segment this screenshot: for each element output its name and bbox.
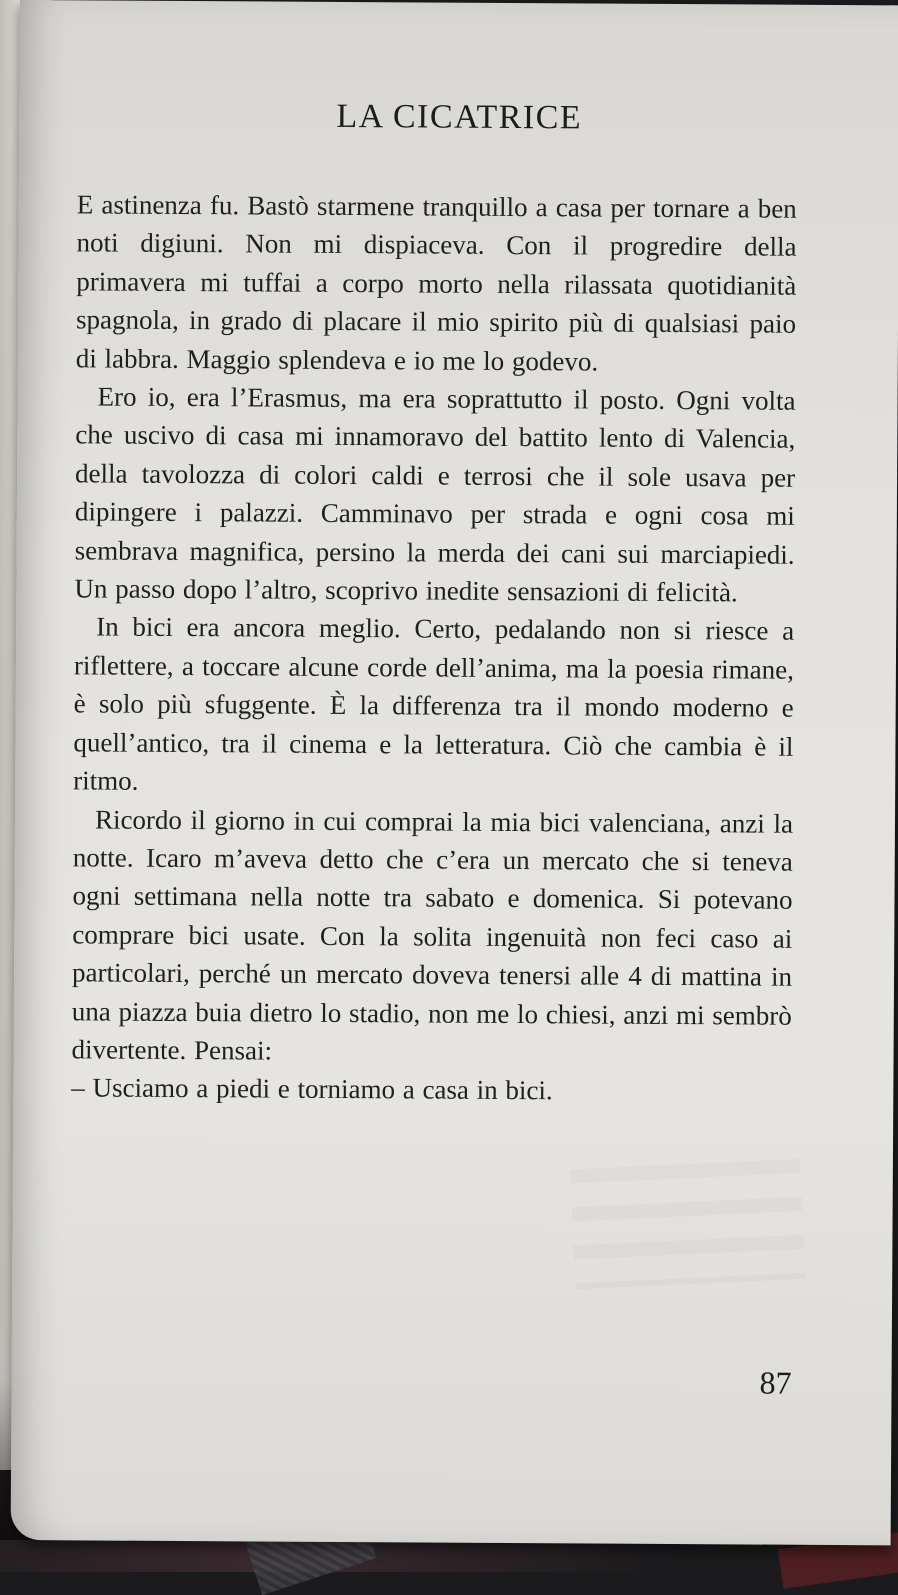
reverse-side-show-through <box>570 1159 805 1290</box>
paragraph-1: E astinenza fu. Bastò starmene tranquillo a casa per tornare a ben noti digiuni. Non mi dispiaceva. Con il progredire della primavera mi tuffai a corpo morto nella rilassata quotidianità spagnola, in grado di placare il mio spirito più di qualsiasi paio di labbra. Maggio splendeva e io me lo godevo. <box>75 189 797 377</box>
paragraph-3: In bici era ancora meglio. Certo, pedalando non si riesce a riflettere, a toccare alcune corde dell’anima, ma la poesia rimane, è solo più sfuggente. È la differenza tra il mondo moderno e quell’antico, tra il cinema e la letteratura. Ciò che cambia è il ritmo. <box>73 611 795 796</box>
paragraph-2: Ero io, era l’Erasmus, ma era soprattutto il posto. Ogni volta che uscivo di casa mi innamoravo del battito lento di Valencia, della tavolozza di colori caldi e terrosi che il sole usava per dipingere i palazzi. Camminavo per strada e ogni cosa mi sembrava magnifica, persino la merda dei cani sui marciapiedi. Un passo dopo l’altro, scoprivo inedite sensazioni di felicità. <box>74 381 796 608</box>
paragraph-4: Ricordo il giorno in cui comprai la mia bici valenciana, anzi la notte. Icaro m’aveva detto che c’era un mercato che si teneva ogni settimana nella notte tra sabato e domenica. Si potevano comprare bici usate. Con la solita ingenuità non feci caso ai particolari, perché un mercato doveva tenersi alle 4 di mattina in una piazza buia dietro lo stadio, non me lo chiesi, anzi mi sembrò divertente. Pensai: <box>71 803 794 1066</box>
paragraph-5: – Usciamo a piedi e torniamo a casa in bici. <box>71 1072 553 1106</box>
page-body <box>71 185 797 1111</box>
book-page <box>11 0 898 1545</box>
chapter-title: LA CICATRICE <box>336 97 583 137</box>
page-number: 87 <box>759 1364 792 1401</box>
